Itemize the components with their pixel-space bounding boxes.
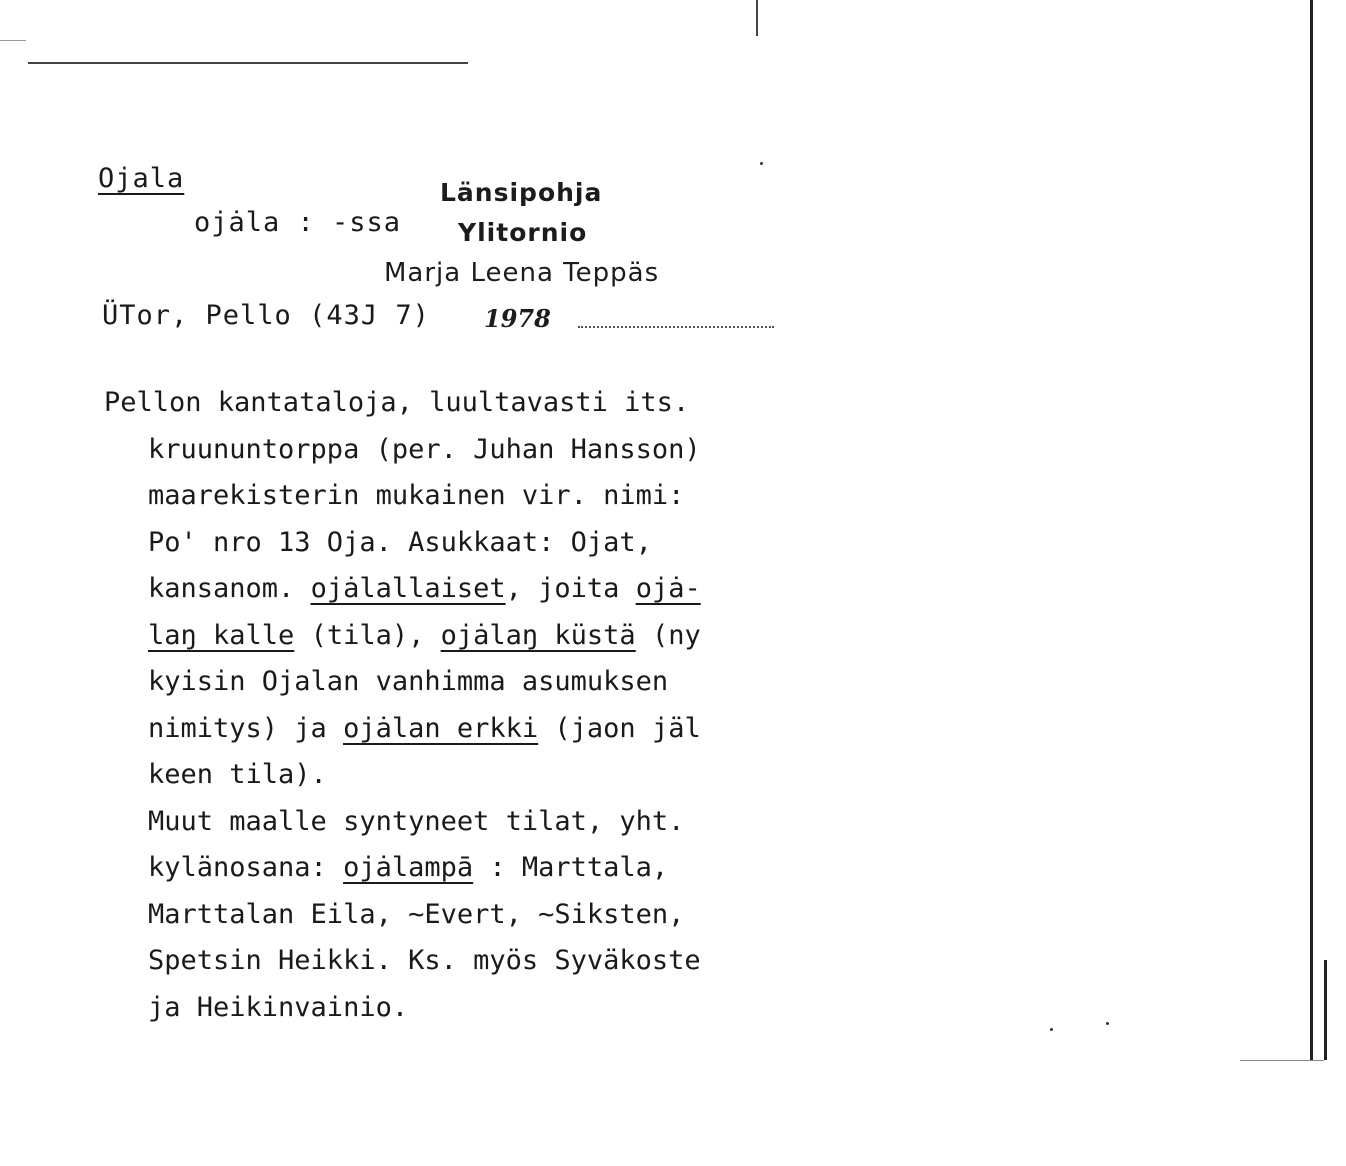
body-line <box>104 659 864 706</box>
card-right-border <box>1310 0 1313 1060</box>
body-line <box>104 613 864 660</box>
location-line: ÜTor, Pello (43J 7) <box>102 300 430 331</box>
entry-body <box>104 380 864 1031</box>
body-text-run: ja Heikinvainio. <box>148 991 409 1023</box>
body-text-run: nimitys) ja <box>148 712 344 744</box>
body-line <box>104 427 864 474</box>
scan-edge-tick <box>756 0 758 36</box>
body-text-run: Spetsin Heikki. Ks. myös Syväkoste <box>148 945 701 976</box>
card-right-border-shadow <box>1324 960 1327 1060</box>
body-line <box>104 752 864 799</box>
body-line <box>104 938 864 985</box>
body-line <box>104 985 864 1032</box>
dialect-form: ojȧla : -ssa <box>194 207 402 238</box>
body-text-run: Marttalan Eila, ~Evert, ~Siksten, <box>148 898 685 930</box>
body-text-run: Po' nro 13 Oja. Asukkaat: Ojat, <box>148 526 652 558</box>
underlined-name-form: ojȧlampā <box>343 852 474 883</box>
card-bottom-edge <box>1240 1060 1324 1061</box>
card-top-rule <box>28 62 468 64</box>
underlined-name-form: ojȧlaŋ küstä <box>440 619 636 651</box>
collector-stamp: Marja Leena Teppäs <box>384 258 660 288</box>
body-text-run: keen tila). <box>148 759 327 790</box>
dotted-rule <box>578 326 774 330</box>
body-text-run: (tila), <box>294 619 441 651</box>
body-text-run: kyisin Ojalan vanhimma asumuksen <box>148 666 669 697</box>
body-text-run: kylänosana: <box>148 852 344 883</box>
body-text-run: kruununtorppa (per. Juhan Hansson) <box>148 433 701 465</box>
body-text-run: maarekisterin mukainen vir. nimi: <box>148 480 685 511</box>
underlined-name-form: ojȧlan erkki <box>343 712 539 744</box>
year-stamp: 1978 <box>484 304 551 333</box>
body-text-run: kansanom. <box>148 573 311 604</box>
body-line <box>104 473 864 520</box>
body-text-run: : Marttala, <box>473 852 669 883</box>
scan-speck <box>760 162 763 165</box>
body-line <box>104 892 864 939</box>
body-line <box>104 520 864 567</box>
scan-edge-line <box>0 40 26 41</box>
body-line <box>104 566 864 613</box>
underlined-name-form: ojȧlallaiset <box>310 573 506 604</box>
body-line <box>104 380 864 427</box>
body-text-run: Pellon kantataloja, luultavasti its. <box>104 387 690 418</box>
body-text-run: (ny <box>635 619 701 651</box>
body-text-run: (jaon jäl <box>538 712 701 744</box>
body-line <box>104 845 864 892</box>
scan-speck <box>1106 1022 1109 1025</box>
entry-title: Ojala <box>98 163 185 194</box>
body-line <box>104 799 864 846</box>
parish-stamp: Ylitornio <box>458 218 588 247</box>
body-text-run: Muut maalle syntyneet tilat, yht. <box>148 805 685 837</box>
region-stamp: Länsipohja <box>440 178 603 207</box>
underlined-name-form: ojȧ- <box>635 573 701 604</box>
underlined-name-form: laŋ kalle <box>148 619 295 651</box>
scan-speck <box>1050 1028 1053 1031</box>
body-line <box>104 706 864 753</box>
body-text-run: , joita <box>505 573 636 604</box>
